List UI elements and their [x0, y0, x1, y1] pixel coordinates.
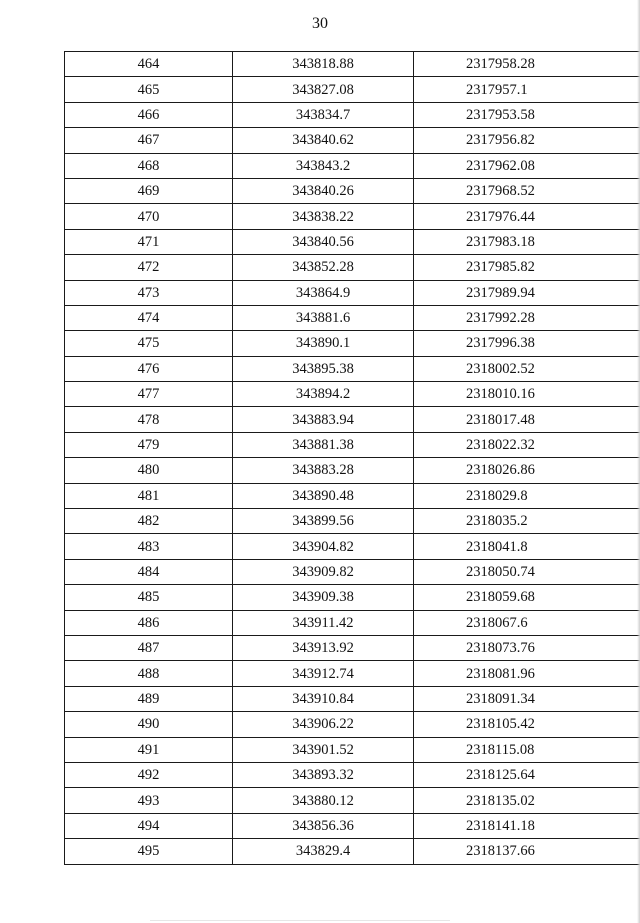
x-coordinate-cell: 343893.32	[233, 762, 414, 787]
point-number-cell: 465	[65, 77, 233, 102]
coordinate-table-body	[65, 52, 640, 865]
point-number-cell: 480	[65, 458, 233, 483]
x-coordinate-cell: 343913.92	[233, 635, 414, 660]
x-coordinate-cell: 343894.2	[233, 382, 414, 407]
coordinate-table	[64, 51, 640, 865]
y-coordinate-cell: 2317996.38	[414, 331, 640, 356]
x-coordinate-cell: 343883.94	[233, 407, 414, 432]
point-number-cell: 493	[65, 788, 233, 813]
point-number-cell: 487	[65, 635, 233, 660]
point-number-cell: 474	[65, 305, 233, 330]
table-row	[65, 762, 640, 787]
x-coordinate-cell: 343843.2	[233, 153, 414, 178]
table-row	[65, 52, 640, 77]
y-coordinate-cell: 2318035.2	[414, 509, 640, 534]
y-coordinate-cell: 2318115.08	[414, 737, 640, 762]
y-coordinate-cell: 2317989.94	[414, 280, 640, 305]
y-coordinate-cell: 2317956.82	[414, 128, 640, 153]
point-number-cell: 479	[65, 432, 233, 457]
x-coordinate-cell: 343881.38	[233, 432, 414, 457]
y-coordinate-cell: 2318050.74	[414, 559, 640, 584]
x-coordinate-cell: 343899.56	[233, 509, 414, 534]
x-coordinate-cell: 343881.6	[233, 305, 414, 330]
y-coordinate-cell: 2318137.66	[414, 839, 640, 864]
x-coordinate-cell: 343840.56	[233, 229, 414, 254]
x-coordinate-cell: 343911.42	[233, 610, 414, 635]
x-coordinate-cell: 343834.7	[233, 102, 414, 127]
table-row	[65, 610, 640, 635]
point-number-cell: 467	[65, 128, 233, 153]
point-number-cell: 491	[65, 737, 233, 762]
x-coordinate-cell: 343912.74	[233, 661, 414, 686]
table-row	[65, 737, 640, 762]
point-number-cell: 472	[65, 255, 233, 280]
y-coordinate-cell: 2318017.48	[414, 407, 640, 432]
point-number-cell: 490	[65, 712, 233, 737]
x-coordinate-cell: 343827.08	[233, 77, 414, 102]
point-number-cell: 475	[65, 331, 233, 356]
y-coordinate-cell: 2317968.52	[414, 178, 640, 203]
point-number-cell: 486	[65, 610, 233, 635]
point-number-cell: 494	[65, 813, 233, 838]
point-number-cell: 478	[65, 407, 233, 432]
table-row	[65, 458, 640, 483]
point-number-cell: 483	[65, 534, 233, 559]
y-coordinate-cell: 2318135.02	[414, 788, 640, 813]
x-coordinate-cell: 343901.52	[233, 737, 414, 762]
table-row	[65, 382, 640, 407]
page-number: 30	[312, 15, 328, 32]
y-coordinate-cell: 2318026.86	[414, 458, 640, 483]
y-coordinate-cell: 2318105.42	[414, 712, 640, 737]
table-row	[65, 178, 640, 203]
point-number-cell: 477	[65, 382, 233, 407]
table-row	[65, 77, 640, 102]
x-coordinate-cell: 343883.28	[233, 458, 414, 483]
table-row	[65, 534, 640, 559]
point-number-cell: 464	[65, 52, 233, 77]
y-coordinate-cell: 2317976.44	[414, 204, 640, 229]
x-coordinate-cell: 343840.62	[233, 128, 414, 153]
y-coordinate-cell: 2317958.28	[414, 52, 640, 77]
y-coordinate-cell: 2317985.82	[414, 255, 640, 280]
x-coordinate-cell: 343880.12	[233, 788, 414, 813]
table-row	[65, 229, 640, 254]
y-coordinate-cell: 2318073.76	[414, 635, 640, 660]
point-number-cell: 492	[65, 762, 233, 787]
x-coordinate-cell: 343890.48	[233, 483, 414, 508]
x-coordinate-cell: 343909.82	[233, 559, 414, 584]
table-row	[65, 128, 640, 153]
y-coordinate-cell: 2317957.1	[414, 77, 640, 102]
y-coordinate-cell: 2318041.8	[414, 534, 640, 559]
table-row	[65, 305, 640, 330]
table-row	[65, 280, 640, 305]
x-coordinate-cell: 343829.4	[233, 839, 414, 864]
table-row	[65, 204, 640, 229]
y-coordinate-cell: 2317953.58	[414, 102, 640, 127]
point-number-cell: 466	[65, 102, 233, 127]
table-row	[65, 407, 640, 432]
table-row	[65, 483, 640, 508]
table-row	[65, 559, 640, 584]
x-coordinate-cell: 343838.22	[233, 204, 414, 229]
y-coordinate-cell: 2318029.8	[414, 483, 640, 508]
x-coordinate-cell: 343818.88	[233, 52, 414, 77]
table-row	[65, 509, 640, 534]
y-coordinate-cell: 2318125.64	[414, 762, 640, 787]
x-coordinate-cell: 343895.38	[233, 356, 414, 381]
y-coordinate-cell: 2317983.18	[414, 229, 640, 254]
x-coordinate-cell: 343890.1	[233, 331, 414, 356]
y-coordinate-cell: 2317962.08	[414, 153, 640, 178]
table-row	[65, 813, 640, 838]
point-number-cell: 488	[65, 661, 233, 686]
y-coordinate-cell: 2317992.28	[414, 305, 640, 330]
point-number-cell: 470	[65, 204, 233, 229]
y-coordinate-cell: 2318091.34	[414, 686, 640, 711]
y-coordinate-cell: 2318002.52	[414, 356, 640, 381]
point-number-cell: 482	[65, 509, 233, 534]
y-coordinate-cell: 2318141.18	[414, 813, 640, 838]
point-number-cell: 485	[65, 585, 233, 610]
point-number-cell: 469	[65, 178, 233, 203]
x-coordinate-cell: 343864.9	[233, 280, 414, 305]
table-row	[65, 102, 640, 127]
x-coordinate-cell: 343904.82	[233, 534, 414, 559]
table-row	[65, 788, 640, 813]
table-row	[65, 839, 640, 864]
table-row	[65, 686, 640, 711]
point-number-cell: 489	[65, 686, 233, 711]
table-row	[65, 331, 640, 356]
x-coordinate-cell: 343906.22	[233, 712, 414, 737]
y-coordinate-cell: 2318081.96	[414, 661, 640, 686]
point-number-cell: 473	[65, 280, 233, 305]
x-coordinate-cell: 343840.26	[233, 178, 414, 203]
table-row	[65, 255, 640, 280]
table-row	[65, 153, 640, 178]
point-number-cell: 476	[65, 356, 233, 381]
y-coordinate-cell: 2318059.68	[414, 585, 640, 610]
point-number-cell: 471	[65, 229, 233, 254]
table-row	[65, 712, 640, 737]
y-coordinate-cell: 2318022.32	[414, 432, 640, 457]
scan-edge-bottom	[150, 920, 450, 921]
point-number-cell: 484	[65, 559, 233, 584]
table-row	[65, 356, 640, 381]
table-row	[65, 635, 640, 660]
y-coordinate-cell: 2318067.6	[414, 610, 640, 635]
table-row	[65, 432, 640, 457]
table-row	[65, 585, 640, 610]
y-coordinate-cell: 2318010.16	[414, 382, 640, 407]
table-row	[65, 661, 640, 686]
x-coordinate-cell: 343909.38	[233, 585, 414, 610]
point-number-cell: 481	[65, 483, 233, 508]
x-coordinate-cell: 343856.36	[233, 813, 414, 838]
point-number-cell: 495	[65, 839, 233, 864]
x-coordinate-cell: 343910.84	[233, 686, 414, 711]
point-number-cell: 468	[65, 153, 233, 178]
x-coordinate-cell: 343852.28	[233, 255, 414, 280]
